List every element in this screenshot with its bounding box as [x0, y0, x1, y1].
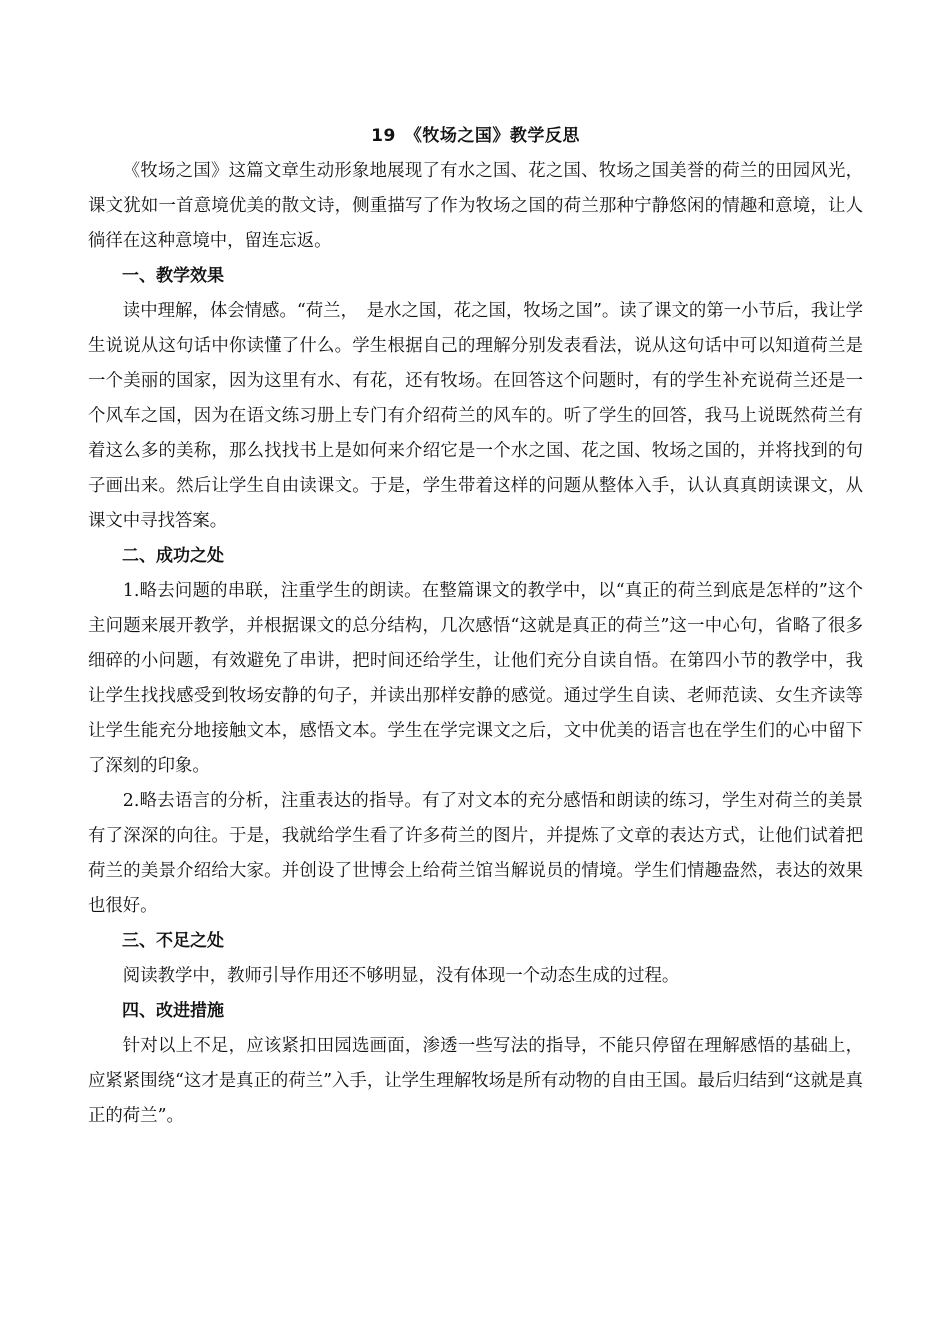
section-heading: 一、教学效果 — [122, 266, 224, 286]
section-shortcomings — [88, 924, 863, 994]
document-page — [88, 118, 863, 1134]
section-heading: 四、改进措施 — [122, 1001, 224, 1021]
section-successes — [88, 539, 863, 924]
section-heading: 二、成功之处 — [122, 546, 224, 566]
section-heading: 三、不足之处 — [122, 931, 224, 951]
section-paragraph: 针对以上不足，应该紧扣田园选画面，渗透一些写法的指导，不能只停留在理解感悟的基础上，应紧紧围绕“这才是真正的荷兰”入手，让学生理解牧场是所有动物的自由王国。最后归结到“这就是真正的荷兰”。 — [88, 1036, 863, 1126]
section-paragraph: 1.略去问题的串联，注重学生的朗读。在整篇课文的教学中，以“真正的荷兰到底是怎样的”这个主问题来展开教学，并根据课文的总分结构，几次感悟“这就是真正的荷兰”这一中心句，省略了很多细碎的小问题，有效避免了串讲，把时间还给学生，让他们充分自读自悟。在第四小节的教学中，我让学生找找感受到牧场安静的句子，并读出那样安静的感觉。通过学生自读、老师范读、女生齐读等让学生能充分地接触文本，感悟文本。学生在学完课文之后，文中优美的语言也在学生们的心中留下了深刻的印象。 — [88, 581, 863, 776]
document-title: 19 《牧场之国》教学反思 — [371, 126, 580, 146]
section-teaching-effect — [88, 259, 863, 539]
section-paragraph: 阅读教学中，教师引导作用还不够明显，没有体现一个动态生成的过程。 — [122, 966, 680, 986]
intro-paragraph: 《牧场之国》这篇文章生动形象地展现了有水之国、花之国、牧场之国美誉的荷兰的田园风光，课文犹如一首意境优美的散文诗，侧重描写了作为牧场之国的荷兰那种宁静悠闲的情趣和意境，让人徜徉在这种意境中，留连忘返。 — [88, 161, 863, 251]
section-improvements — [88, 994, 863, 1134]
section-paragraph: 读中理解，体会情感。“荷兰， 是水之国，花之国，牧场之国”。读了课文的第一小节后，我让学生说说从这句话中你读懂了什么。学生根据自己的理解分别发表看法，说从这句话中可以知道荷兰是一个美丽的国家，因为这里有水、有花，还有牧场。在回答这个问题时，有的学生补充说荷兰还是一个风车之国，因为在语文练习册上专门有介绍荷兰的风车的。听了学生的回答，我马上说既然荷兰有着这么多的美称，那么找找书上是如何来介绍它是一个水之国、花之国、牧场之国的，并将找到的句子画出来。然后让学生自由读课文。于是，学生带着这样的问题从整体入手，认认真真朗读课文，从课文中寻找答案。 — [88, 301, 863, 531]
section-paragraph: 2.略去语言的分析，注重表达的指导。有了对文本的充分感悟和朗读的练习，学生对荷兰的美景有了深深的向往。于是，我就给学生看了许多荷兰的图片，并提炼了文章的表达方式，让他们试着把荷兰的美景介绍给大家。并创设了世博会上给荷兰馆当解说员的情境。学生们情趣盎然，表达的效果也很好。 — [88, 791, 863, 916]
